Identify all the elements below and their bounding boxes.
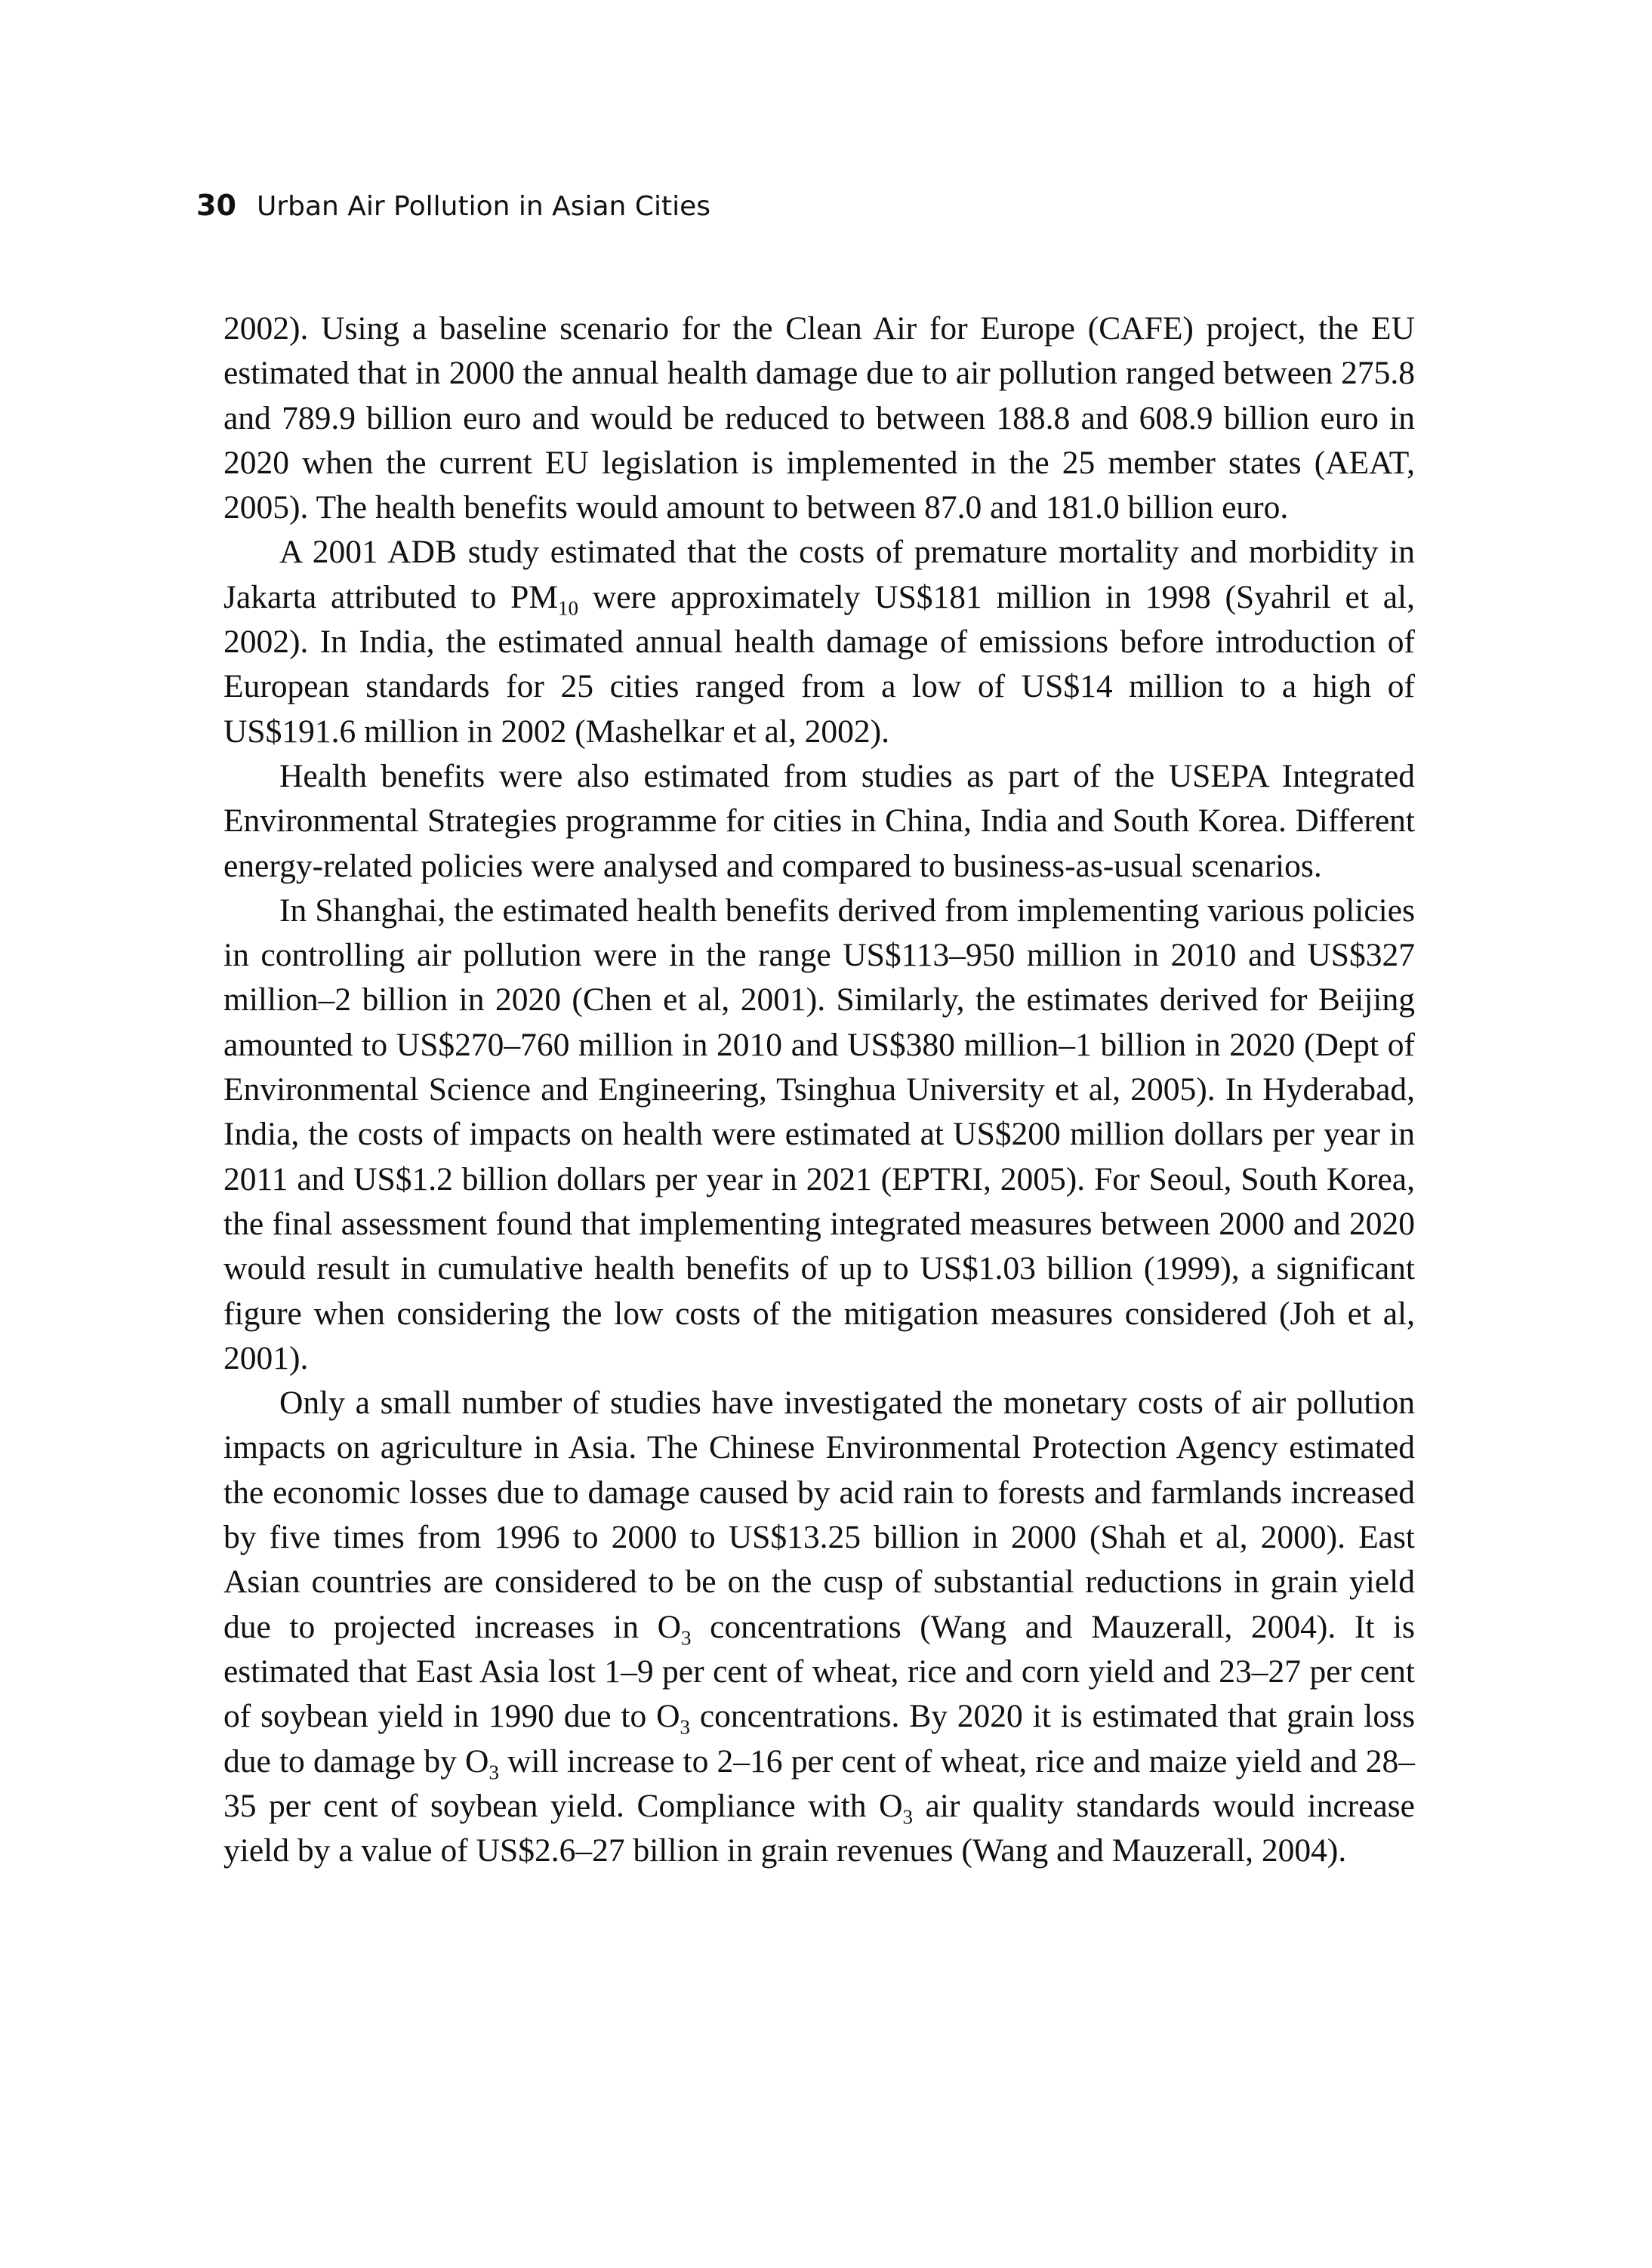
- paragraph-text: 2002). Using a baseline scenario for the Clean Air for Europe (CAFE) project, the EU estimated that in 2000 the annual health damage due to air pollution ranged between 275.8 and 789.9 billion euro and would be reduced to between 188.8 and 608.9 billion euro in 2020 when the current EU legislation is implemented in the 25 member states (AEAT, 2005). The health benefits would amount to between 87.0 and 181.0 billion euro.: [223, 310, 1415, 526]
- paragraph-text: Health benefits were also estimated from studies as part of the USEPA Integrated Environmental Strategies programme for cities in China, India and South Korea. Different energy-related policies were analysed and compared to business-as-usual scenarios.: [223, 757, 1415, 884]
- paragraph-5: [223, 1381, 1415, 1873]
- paragraph-3: [223, 754, 1415, 889]
- paragraph-2: [223, 530, 1415, 753]
- subscript: 10: [558, 596, 578, 620]
- paragraph-text: In Shanghai, the estimated health benefits derived from implementing various policies in controlling air pollution were in the range US$113–950 million in 2010 and US$327 million–2 billion in 2020 (Chen et al, 2001). Similarly, the estimates derived for Beijing amounted to US$270–760 million in 2010 and US$380 million–1 billion in 2020 (Dept of Environmental Science and Engineering, Tsinghua University et al, 2005). In Hyderabad, India, the costs of impacts on health were estimated at US$200 million dollars per year in 2011 and US$1.2 billion dollars per year in 2021 (EPTRI, 2005). For Seoul, South Korea, the final assessment found that implementing integrated measures between 2000 and 2020 would result in cumulative health benefits of up to US$1.03 billion (1999), a significant figure when considering the low costs of the mitigation measures considered (Joh et al, 2001).: [223, 892, 1415, 1376]
- subscript: 3: [489, 1760, 499, 1783]
- paragraph-1: [223, 307, 1415, 530]
- subscript: 3: [902, 1805, 913, 1829]
- paragraph-text: Only a small number of studies have investigated the monetary costs of air pollution impacts on agriculture in Asia. The Chinese Environmental Protection Agency estimated the economic losses due to damage caused by acid rain to forests and farmlands increased by five times from 1996 to 2000 to US$13.25 billion in 2000 (Shah et al, 2000). East Asian countries are considered to be on the cusp of substantial reductions in grain yield due to projected increases in O: [223, 1385, 1415, 1645]
- paragraph-text: air quality standards would increase yield by a value of US$2.6–27 billion in grain revenues (Wang and Mauzerall, 2004).: [223, 1787, 1415, 1869]
- running-title: Urban Air Pollution in Asian Cities: [256, 191, 710, 222]
- paragraph-text: concentrations. By 2020 it is estimated that grain loss due to damage by O: [223, 1698, 1415, 1780]
- paragraph-text: concentrations (Wang and Mauzerall, 2004). It is estimated that East Asia lost 1–9 per cent of wheat, rice and corn yield and 23–27 per cent of soybean yield in 1990 due to O: [223, 1608, 1415, 1735]
- page-number: 30: [196, 189, 236, 222]
- paragraph-4: [223, 889, 1415, 1381]
- paragraph-text: will increase to 2–16 per cent of wheat, rice and maize yield and 28–35 per cent of soybean yield. Compliance with O: [223, 1743, 1415, 1824]
- subscript: 3: [681, 1626, 692, 1650]
- paragraph-text: were approximately US$181 million in 1998 (Syahril et al, 2002). In India, the estimated annual health damage of emissions before introduction of European standards for 25 cities ranged from a low of US$14 million to a high of US$191.6 million in 2002 (Mashelkar et al, 2002).: [223, 578, 1415, 750]
- subscript: 3: [680, 1715, 690, 1739]
- paragraph-text: A 2001 ADB study estimated that the costs of premature mortality and morbidity in Jakarta attributed to PM: [223, 534, 1415, 615]
- body-text: [223, 307, 1415, 1873]
- running-header: [196, 189, 710, 234]
